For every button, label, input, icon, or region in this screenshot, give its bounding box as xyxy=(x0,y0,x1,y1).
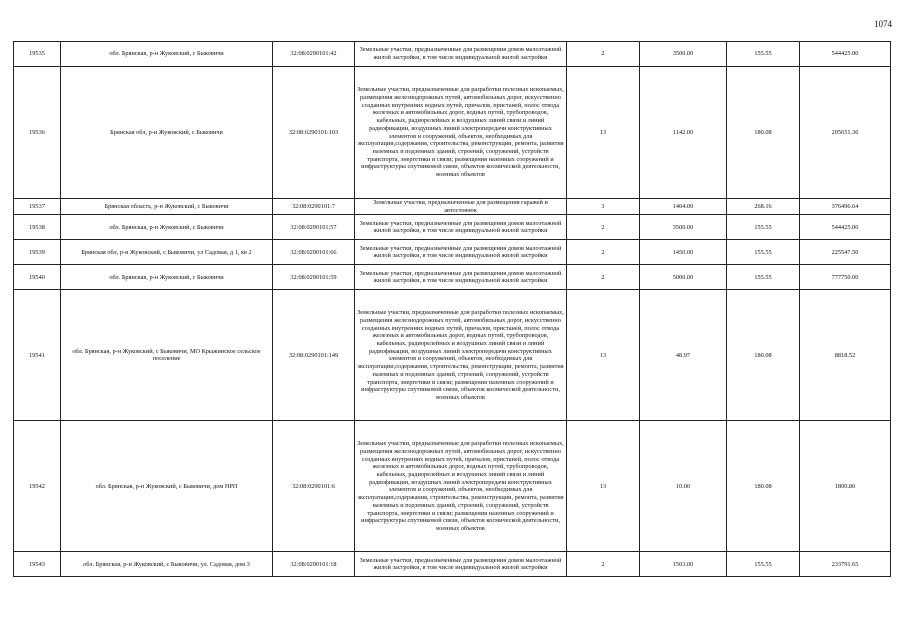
area-cell: 10.00 xyxy=(640,421,727,552)
address-cell: Брянская обл, р-н Жуковский, с Быковичи, ул Садовая, д 1, кв 2 xyxy=(61,240,273,265)
address-cell: обл. Брянская, р-н Жуковский, с Быковичи, ул. Садовая, дом 3 xyxy=(61,552,273,577)
cadastral-number-cell: 32:08:0290101:103 xyxy=(273,67,355,199)
area-cell: 1142.00 xyxy=(640,67,727,199)
land-use-cell: Земельные участки, предназначенные для размещения домов малоэтажной жилой застройки, в том числе индивидуальной жилой застройки xyxy=(355,42,567,67)
rate-cell: 155.55 xyxy=(727,215,800,240)
cadastral-number-cell: 32:08:0290101:6 xyxy=(273,421,355,552)
address-cell: обл. Брянская, р-н Жуковский, с Быковичи xyxy=(61,265,273,290)
cadastral-value-cell: 544425.00 xyxy=(800,215,891,240)
cadastral-value-cell: 1800.80 xyxy=(800,421,891,552)
row-number: 19536 xyxy=(14,67,61,199)
address-cell: Брянская область, р-н Жуковский, с Быковичи xyxy=(61,199,273,215)
row-number: 19537 xyxy=(14,199,61,215)
land-use-cell: Земельные участки, предназначенные для размещения домов малоэтажной жилой застройки, в том числе индивидуальной жилой застройки xyxy=(355,552,567,577)
cadastral-value-cell: 376496.64 xyxy=(800,199,891,215)
table-row xyxy=(14,265,891,290)
group-cell: 2 xyxy=(567,215,640,240)
table-row xyxy=(14,421,891,552)
rate-cell: 155.55 xyxy=(727,265,800,290)
cadastral-number-cell: 32:08:0290101:42 xyxy=(273,42,355,67)
cadastral-number-cell: 32:08:0290101:18 xyxy=(273,552,355,577)
land-use-cell: Земельные участки, предназначенные для размещения домов малоэтажной жилой застройки, в том числе индивидуальной жилой застройки xyxy=(355,240,567,265)
row-number: 19535 xyxy=(14,42,61,67)
cadastral-value-cell: 544425.00 xyxy=(800,42,891,67)
area-cell: 1503.00 xyxy=(640,552,727,577)
group-cell: 2 xyxy=(567,240,640,265)
land-use-cell: Земельные участки, предназначенные для размещения гаражей и автостоянок xyxy=(355,199,567,215)
row-number: 19540 xyxy=(14,265,61,290)
area-cell: 3500.00 xyxy=(640,42,727,67)
rate-cell: 155.55 xyxy=(727,552,800,577)
address-cell: обл. Брянская, р-н Жуковский, с Быковичи xyxy=(61,42,273,67)
address-cell: обл. Брянская, р-н Жуковский, с Быковичи, МО Крыжинское сельское поселение xyxy=(61,290,273,421)
row-number: 19539 xyxy=(14,240,61,265)
group-cell: 3 xyxy=(567,199,640,215)
area-cell: 48.97 xyxy=(640,290,727,421)
row-number: 19543 xyxy=(14,552,61,577)
cadastral-number-cell: 32:08:0290101:66 xyxy=(273,240,355,265)
rate-cell: 180.08 xyxy=(727,290,800,421)
table-row xyxy=(14,552,891,577)
page-number: 1074 xyxy=(874,19,892,29)
group-cell: 2 xyxy=(567,552,640,577)
rate-cell: 180.08 xyxy=(727,67,800,199)
area-cell: 5000.00 xyxy=(640,265,727,290)
row-number: 19541 xyxy=(14,290,61,421)
cadastral-value-cell: 225547.50 xyxy=(800,240,891,265)
area-cell: 1404.00 xyxy=(640,199,727,215)
table-row xyxy=(14,42,891,67)
land-use-cell: Земельные участки, предназначенные для разработки полезных ископаемых, размещения железнодорожных путей, автомобильных дорог, искусственно созданных внутренних водных путей, причалов, пристаней, полос отвода железных и автомобильных дорог, водных путей, трубопроводов, кабельных, радиорелейных и воздушных линий связи и линий радиофикации, воздушных линий электропередачи конструктивных элементов и сооружений, объектов, необходимых для эксплуатации,содержания, строительства, реконструкции, ремонта, развития наземных и подземных зданий, строений, сооружений, устройств транспорта, энергетики и связи; размещения наземных сооружений и инфраструктуры спутниковой связи, объектов космической деятельности, военных объектов xyxy=(355,421,567,552)
group-cell: 2 xyxy=(567,42,640,67)
row-number: 19542 xyxy=(14,421,61,552)
land-use-cell: Земельные участки, предназначенные для разработки полезных ископаемых, размещения железнодорожных путей, автомобильных дорог, искусственно созданных внутренних водных путей, причалов, пристаней, полос отвода железных и автомобильных дорог, водных путей, трубопроводов, кабельных, радиорелейных и воздушных линий связи и линий радиофикации, воздушных линий электропередачи конструктивных элементов и сооружений, объектов, необходимых для эксплуатации,содержания, строительства, реконструкции, ремонта, развития наземных и подземных зданий, строений, сооружений, устройств транспорта, энергетики и связи; размещения наземных сооружений и инфраструктуры спутниковой связи, объектов космической деятельности, военных объектов xyxy=(355,290,567,421)
cadastral-number-cell: 32:08:0290101:149 xyxy=(273,290,355,421)
area-cell: 1450.00 xyxy=(640,240,727,265)
cadastral-number-cell: 32:08:0290101:7 xyxy=(273,199,355,215)
cadastral-value-cell: 205651.36 xyxy=(800,67,891,199)
area-cell: 3500.00 xyxy=(640,215,727,240)
cadastral-value-cell: 777750.00 xyxy=(800,265,891,290)
group-cell: 13 xyxy=(567,67,640,199)
land-use-cell: Земельные участки, предназначенные для разработки полезных ископаемых, размещения железнодорожных путей, автомобильных дорог, искусственно созданных внутренних водных путей, причалов, пристаней, полос отвода железных и автомобильных дорог, водных путей, трубопроводов, кабельных, радиорелейных и воздушных линий связи и линий радиофикации, воздушных линий электропередачи конструктивных элементов и сооружений, объектов, необходимых для эксплуатации,содержания, строительства, реконструкции, ремонта, развития наземных и подземных зданий, строений, сооружений, устройств транспорта, энергетики и связи; размещения наземных сооружений и инфраструктуры спутниковой связи, объектов космической деятельности, военных объектов xyxy=(355,67,567,199)
land-use-cell: Земельные участки, предназначенные для размещения домов малоэтажной жилой застройки, в том числе индивидуальной жилой застройки xyxy=(355,265,567,290)
table-row xyxy=(14,290,891,421)
rate-cell: 155.55 xyxy=(727,42,800,67)
table-row xyxy=(14,215,891,240)
address-cell: Брянская обл, р-н Жуковский, с Быковичи xyxy=(61,67,273,199)
rate-cell: 155.55 xyxy=(727,240,800,265)
table-row xyxy=(14,240,891,265)
group-cell: 13 xyxy=(567,421,640,552)
cadastral-number-cell: 32:08:0290101:57 xyxy=(273,215,355,240)
group-cell: 13 xyxy=(567,290,640,421)
rate-cell: 268.16 xyxy=(727,199,800,215)
address-cell: обл. Брянская, р-н Жуковский, с Быковичи, дом НРП xyxy=(61,421,273,552)
rate-cell: 180.08 xyxy=(727,421,800,552)
address-cell: обл. Брянская, р-н Жуковский, с Быковичи xyxy=(61,215,273,240)
group-cell: 2 xyxy=(567,265,640,290)
table-row xyxy=(14,199,891,215)
cadastral-value-cell: 8818.52 xyxy=(800,290,891,421)
cadastral-value-cell: 233791.65 xyxy=(800,552,891,577)
row-number: 19538 xyxy=(14,215,61,240)
land-registry-table xyxy=(13,41,891,577)
table-row xyxy=(14,67,891,199)
land-use-cell: Земельные участки, предназначенные для размещения домов малоэтажной жилой застройки, в том числе индивидуальной жилой застройки xyxy=(355,215,567,240)
cadastral-number-cell: 32:08:0290101:59 xyxy=(273,265,355,290)
